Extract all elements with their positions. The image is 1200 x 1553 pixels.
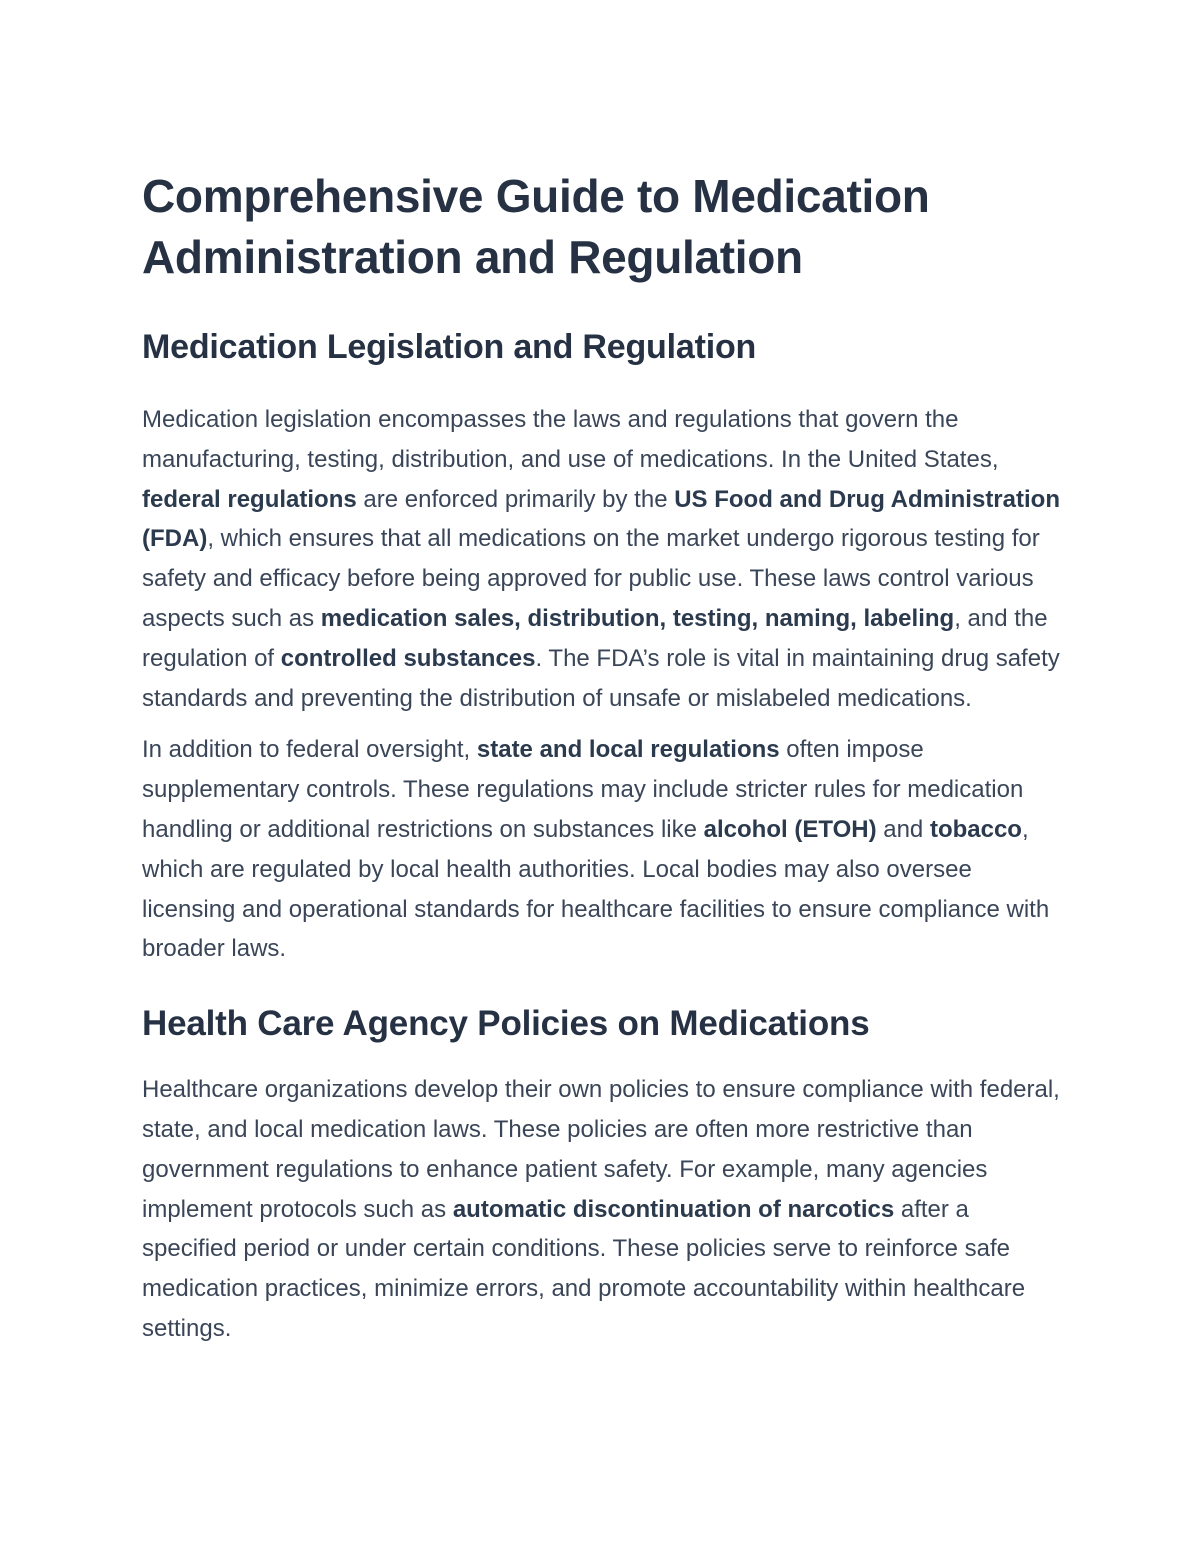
bold-term-state-local-regulations: state and local regulations: [476, 736, 780, 764]
text-segment: and: [876, 815, 930, 843]
bold-term-fda: US Food and Drug Administration (FDA): [142, 485, 1060, 553]
text-segment: , which ensures that all medications on the market undergo rigorous testing for safety and efficacy before being approved for public use. These laws control various aspects such as: [142, 525, 1040, 632]
paragraph-state-local-regulation: [142, 730, 1062, 969]
text-segment: . The FDA’s role is vital in maintaining drug safety standards and preventing the distribution of unsafe or mislabeled medications.: [142, 644, 1060, 712]
page-title: Comprehensive Guide to Medication Administration and Regulation: [142, 170, 930, 283]
text-segment: In addition to federal oversight,: [142, 736, 477, 764]
bold-term-tobacco: tobacco: [929, 815, 1022, 843]
document-page: [142, 166, 1062, 1349]
text-segment: after a specified period or under certain conditions. These policies serve to reinforce safe medication practices, minimize errors, and promote accountability within healthcare settings.: [142, 1195, 1026, 1342]
paragraph-federal-regulation: [142, 400, 1062, 718]
bold-term-narcotics-discontinuation: automatic discontinuation of narcotics: [452, 1195, 895, 1223]
text-segment: Healthcare organizations develop their own policies to ensure compliance with federal, state, and local medication laws. These policies are often more restrictive than government regulations to enhance patient safety. For example, many agencies implement protocols such as: [142, 1076, 1060, 1223]
bold-term-alcohol: alcohol (ETOH): [703, 815, 877, 843]
bold-term-federal-regulations: federal regulations: [142, 485, 357, 513]
section-heading-legislation: Medication Legislation and Regulation: [142, 328, 757, 366]
paragraph-agency-policies: [142, 1070, 1062, 1349]
bold-term-medication-aspects: medication sales, distribution, testing, naming, labeling: [320, 604, 955, 632]
text-segment: are enforced primarily by the: [356, 485, 675, 513]
text-segment: , and the regulation of: [142, 604, 1048, 672]
section-heading-agency-policies: Health Care Agency Policies on Medications: [142, 1004, 870, 1044]
text-segment: , which are regulated by local health authorities. Local bodies may also oversee licensing and operational standards for healthcare facilities to ensure compliance with broader laws.: [142, 815, 1050, 963]
text-segment: Medication legislation encompasses the laws and regulations that govern the manufacturing, testing, distribution, and use of medications. In the United States,: [142, 406, 999, 473]
bold-term-controlled-substances: controlled substances: [280, 644, 536, 672]
text-segment: often impose supplementary controls. These regulations may include stricter rules for medication handling or additional restrictions on substances like: [142, 736, 1024, 843]
